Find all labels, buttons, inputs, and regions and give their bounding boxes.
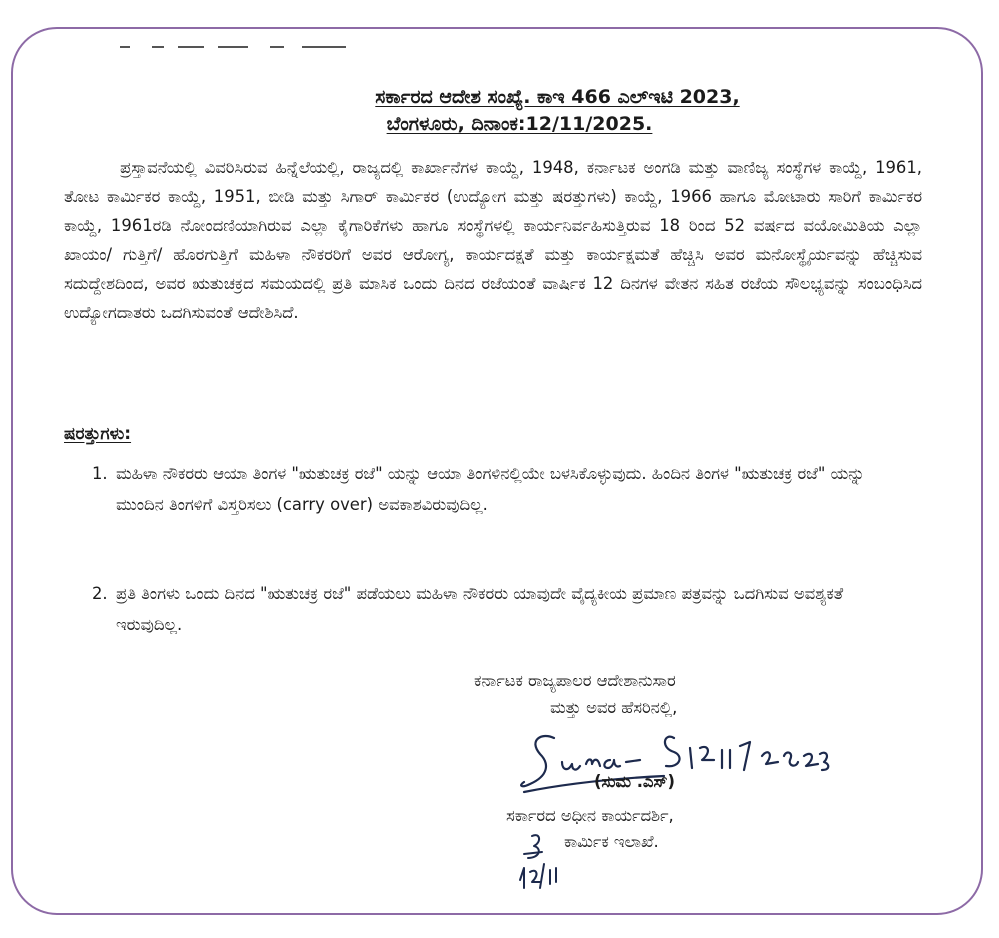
preamble-paragraph: ಪ್ರಸ್ತಾವನೆಯಲ್ಲಿ ವಿವರಿಸಿರುವ ಹಿನ್ನೆಲೆಯಲ್ಲಿ, ರಾಜ್ಯದಲ್ಲಿ ಕಾರ್ಖಾನೆಗಳ ಕಾಯ್ದೆ, 1948, ಕರ್ನಾಟಕ ಅಂಗಡಿ ಮತ್ತು ವಾಣಿಜ್ಯ ಸಂಸ್ಥೆಗಳ ಕಾಯ್ದೆ, 1961, ತೋಟ ಕಾರ್ಮಿಕರ ಕಾಯ್ದೆ, 1951, ಬೀಡಿ ಮತ್ತು ಸಿಗಾರ್ ಕಾರ್ಮಿಕರ (ಉದ್ಯೋಗ ಮತ್ತು ಷರತ್ತುಗಳು) ಕಾಯ್ದೆ, 1966 ಹಾಗೂ ಮೋಟಾರು ಸಾರಿಗೆ ಕಾರ್ಮಿಕರ ಕಾಯ್ದೆ, 1961ರಡಿ ನೋಂದಣಿಯಾಗಿರುವ ಎಲ್ಲಾ ಕೈಗಾರಿಕೆಗಳು ಹಾಗೂ ಸಂಸ್ಥೆಗಳಲ್ಲಿ ಕಾರ್ಯನಿರ್ವಹಿಸುತ್ತಿರುವ 18 ರಿಂದ 52 ವರ್ಷದ ವಯೋಮಿತಿಯ ಎಲ್ಲಾ ಖಾಯಂ/ ಗುತ್ತಿಗೆ/ ಹೊರಗುತ್ತಿಗೆ ಮಹಿಳಾ ನೌಕರರಿಗೆ ಅವರ ಆರೋಗ್ಯ, ಕಾರ್ಯದಕ್ಷತೆ ಮತ್ತು ಕಾರ್ಯಕ್ಷಮತೆ ಹೆಚ್ಚಿಸಿ ಅವರ ಮನೋಸ್ಥೈರ್ಯವನ್ನು ಹೆಚ್ಚಿಸುವ ಸದುದ್ದೇಶದಿಂದ, ಅವರ ಋತುಚಕ್ರದ ಸಮಯದಲ್ಲಿ ಪ್ರತಿ ಮಾಸಿಕ ಒಂದು ದಿನದ ರಜೆಯಂತೆ ವಾರ್ಷಿಕ 12 ದಿನಗಳ ವೇತನ ಸಹಿತ ರಜೆಯ ಸೌಲಭ್ಯವನ್ನು ಸಂಬಂಧಿಸಿದ ಉದ್ಯೋಗದಾತರು ಒದಗಿಸುವಂತೆ ಆದೇಶಿಸಿದೆ. (64, 158, 922, 322)
signatory-name: (ಸುಮ .ಎಸ್) (594, 772, 675, 791)
order-title-line-1: ಸರ್ಕಾರದ ಆದೇಶ ಸಂಖ್ಯೆ. ಕಾಇ 466 ಎಲ್‌ಇಟಿ 2023, (375, 86, 740, 108)
signatory-designation: ಸರ್ಕಾರದ ಅಧೀನ ಕಾರ್ಯದರ್ಶಿ, (506, 806, 674, 825)
condition-item (92, 458, 892, 520)
condition-number: 1. (92, 464, 108, 483)
conditions-heading: ಷರತ್ತುಗಳು: (64, 424, 132, 444)
condition-text: ಪ್ರತಿ ತಿಂಗಳು ಒಂದು ದಿನದ "ಋತುಚಕ್ರ ರಜೆ" ಪಡೆಯಲು ಮಹಿಳಾ ನೌಕರರು ಯಾವುದೇ ವೈದ್ಯಕೀಯ ಪ್ರಮಾಣ ಪತ್ರವನ್ನು ಒದಗಿಸುವ ಅವಶ್ಯಕತೆ ಇರುವುದಿಲ್ಲ. (116, 584, 844, 634)
order-title-line-2: ಬೆಂಗಳೂರು, ದಿನಾಂಕ:12/11/2025. (386, 113, 653, 135)
handwritten-initials (512, 830, 582, 892)
scan-artifact-marks (120, 44, 360, 50)
condition-number: 2. (92, 584, 108, 603)
authority-line-2: ಮತ್ತು ಅವರ ಹೆಸರಿನಲ್ಲಿ, (550, 698, 678, 717)
condition-text: ಮಹಿಳಾ ನೌಕರರು ಆಯಾ ತಿಂಗಳ "ಋತುಚಕ್ರ ರಜೆ" ಯನ್ನು ಆಯಾ ತಿಂಗಳಿನಲ್ಲಿಯೇ ಬಳಸಿಕೊಳ್ಳುವುದು. ಹಿಂದಿನ ತಿಂಗಳ "ಋತುಚಕ್ರ ರಜೆ" ಯನ್ನು ಮುಂದಿನ ತಿಂಗಳಿಗೆ ವಿಸ್ತರಿಸಲು (carry over) ಅವಕಾಶವಿರುವುದಿಲ್ಲ. (116, 464, 865, 514)
authority-line-1: ಕರ್ನಾಟಕ ರಾಜ್ಯಪಾಲರ ಆದೇಶಾನುಸಾರ (474, 671, 676, 690)
department-name: ಕಾರ್ಮಿಕ ಇಲಾಖೆ. (564, 832, 659, 851)
handwritten-signature (514, 726, 844, 796)
condition-item (92, 578, 892, 640)
